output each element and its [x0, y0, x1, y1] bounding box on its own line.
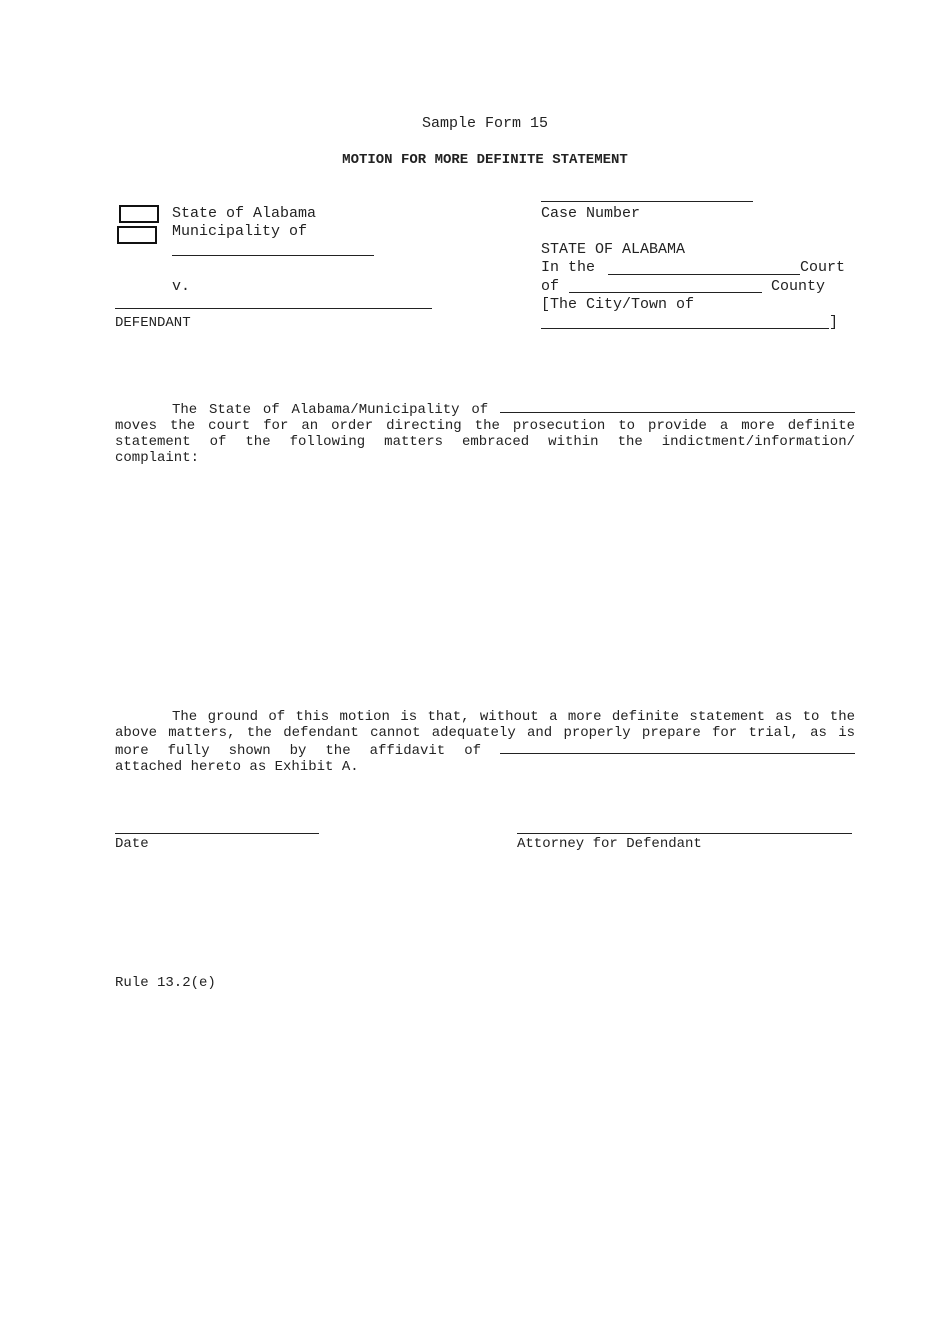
attorney-label: Attorney for Defendant — [517, 836, 702, 852]
of-label: of — [541, 278, 560, 295]
affidavit-name-field[interactable] — [500, 741, 855, 754]
date-label: Date — [115, 836, 149, 852]
municipality-label: Municipality of — [172, 223, 308, 240]
municipality-checkbox[interactable] — [117, 226, 157, 244]
ground-paragraph — [115, 709, 855, 775]
versus-label: v. — [172, 278, 191, 295]
paragraph-2-end: attached hereto as Exhibit A. — [115, 759, 359, 775]
case-number-label: Case Number — [541, 205, 641, 222]
paragraph-1-start: The State of Alabama/Municipality of — [172, 402, 489, 418]
state-of-alabama-checkbox[interactable] — [119, 205, 159, 223]
in-the-label: In the — [541, 259, 596, 276]
document-title: MOTION FOR MORE DEFINITE STATEMENT — [342, 152, 628, 168]
city-town-name-field[interactable] — [541, 328, 829, 329]
county-label: County — [771, 278, 826, 295]
motion-paragraph — [115, 400, 855, 466]
rule-reference: Rule 13.2(e) — [115, 975, 216, 991]
municipality-fill-field[interactable] — [500, 400, 855, 413]
city-town-label: [The City/Town of — [541, 296, 695, 313]
paragraph-2-start: The ground of this motion is that, without a more definite statement as to the above matters, the defendant cannot adequately and properly prepare for trial, as is more fully shown by the affidavit of — [115, 709, 855, 759]
sample-form-label: Sample Form 15 — [421, 115, 549, 132]
court-name-field[interactable] — [608, 274, 800, 275]
county-name-field[interactable] — [569, 292, 762, 293]
municipality-name-field[interactable] — [172, 255, 374, 256]
paragraph-1-rest: moves the court for an order directing the prosecution to provide a more definite statement of the following matters embraced within the indictment/information/ complaint: — [115, 418, 855, 466]
defendant-name-field[interactable] — [115, 308, 432, 309]
date-signature-line[interactable] — [115, 833, 319, 834]
case-number-field[interactable] — [541, 201, 753, 202]
state-heading: STATE OF ALABAMA — [541, 241, 686, 258]
state-of-alabama-label: State of Alabama — [172, 205, 317, 222]
defendant-label: DEFENDANT — [115, 315, 191, 331]
attorney-signature-line[interactable] — [517, 833, 852, 834]
closing-bracket: ] — [829, 314, 839, 331]
court-label: Court — [800, 259, 846, 276]
